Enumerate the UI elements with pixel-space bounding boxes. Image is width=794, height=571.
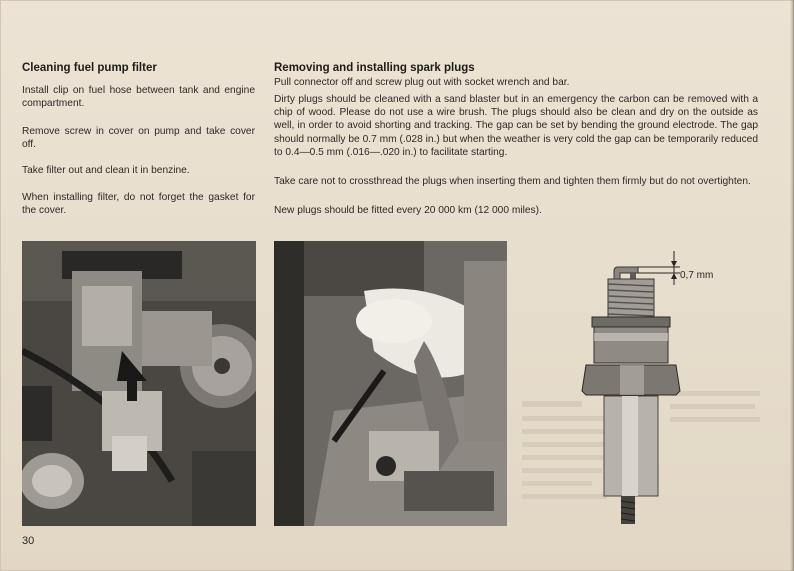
spark-plug-heading: Removing and installing spark plugs <box>274 62 475 74</box>
spark-plug-para-4: New plugs should be fitted every 20 000 km (12 000 miles). <box>274 205 542 216</box>
spark-plug-para-1: Pull connector off and screw plug out with socket wrench and bar. <box>274 77 570 88</box>
fuel-pump-photo <box>22 241 256 526</box>
spark-plug-gap-diagram <box>520 241 770 531</box>
fuel-pump-step-4: When installing filter, do not forget the gasket for the cover. <box>22 192 255 217</box>
page-number: 30 <box>22 535 35 547</box>
spark-plug-removal-photo <box>274 241 507 526</box>
fuel-pump-step-3: Take filter out and clean it in benzine. <box>22 165 190 176</box>
fuel-pump-step-2: Remove screw in cover on pump and take cover off. <box>22 126 255 151</box>
fuel-pump-heading: Cleaning fuel pump filter <box>22 62 157 74</box>
fuel-pump-step-1: Install clip on fuel hose between tank and engine compartment. <box>22 85 255 110</box>
spark-plug-para-3: Take care not to crossthread the plugs when inserting them and tighten them firmly but do not overtighten. <box>274 176 751 187</box>
spark-plug-para-2: Dirty plugs should be cleaned with a sand blaster but in an emergency the carbon can be removed with a chip of wood. Please do not use a wire brush. The plugs should also be clean and dry on the outside as well, in order to avoid shorting and tracking. The gap can be set by bending the ground electrode. The gap should normally be 0.7 mm (.028 in.) but when the weather is very cold the gap can be temporarily reduced to 0.4—0.5 mm (.016—.020 in.) to facilitate starting. <box>274 94 758 158</box>
plug-gap-label: 0,7 mm <box>680 270 714 281</box>
